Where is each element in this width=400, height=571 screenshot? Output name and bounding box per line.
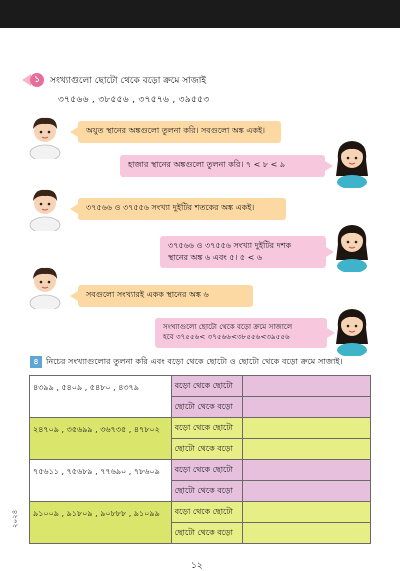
answer-cell[interactable] (243, 523, 371, 544)
bubble-tail (325, 161, 333, 171)
answer-cell[interactable] (243, 502, 371, 523)
table-cell-label: বড়ো থেকে ছোটো (171, 502, 243, 523)
bubble-tail (70, 204, 78, 214)
top-bar (0, 0, 400, 28)
speech-bubble (155, 318, 327, 348)
bubble-tail (70, 291, 78, 301)
bubble-tail (327, 328, 335, 338)
top-bar-gap (0, 28, 400, 31)
girl-avatar-icon (330, 136, 374, 188)
speech-bubble (160, 236, 326, 268)
table-cell-label: ছোটো থেকে বড়ো (171, 397, 243, 418)
speech-bubble: সবগুলো সংখ্যারই একক স্থানের অঙ্ক ৬ (78, 285, 253, 307)
table-row (30, 418, 371, 439)
comparison-table (29, 375, 371, 544)
bubble-line: ৩৭৫৬৬ ও ৩৭৫৫৬ সংখ্যা দুইটির দশক (168, 241, 292, 250)
bubble-line: স্থানের অঙ্ক ৬ এবং ৫। ৫ < ৬ (168, 253, 263, 262)
table-cell-numbers: ৯১০০৯ , ৯১৮০৯ , ৯০৮৮৮ , ৯১০৯৯ (30, 502, 172, 544)
girl-avatar-icon (330, 220, 374, 272)
side-year-label: ২০২৪ (11, 509, 19, 528)
section1-numbers: ৩৭৫৬৬ , ৩৮৫৫৬ , ৩৭৫৭৬ , ৩৯৫৫৩ (58, 95, 210, 105)
table-cell-numbers: ৭৫৬১১ , ৭৫৬৮৯ , ৭৭৬৯০ , ৭৮৬০৯ (30, 460, 172, 502)
bubble-tail (70, 127, 78, 137)
answer-cell[interactable] (243, 397, 371, 418)
table-cell-numbers: ২৪৭০৯ , ৩৫৬৯৯ , ৩৬৭৩৫ , ৪৭৮০২ (30, 418, 172, 460)
table-row (30, 460, 371, 481)
answer-cell[interactable] (243, 418, 371, 439)
section1-badge: ১ (30, 73, 44, 87)
boy-avatar-icon (24, 185, 66, 231)
section1-title: সংখ্যাগুলো ছোটো থেকে বড়ো ক্রমে সাজাই (50, 76, 207, 86)
speech-bubble: ৩৭৫৬৬ ও ৩৭৫৫৬ সংখ্যা দুইটির শতকের অঙ্ক একই। (78, 198, 286, 220)
table-cell-label: বড়ো থেকে ছোটো (171, 418, 243, 439)
answer-cell[interactable] (243, 376, 371, 397)
table-row (30, 376, 371, 397)
girl-avatar-icon (330, 304, 374, 356)
table-cell-numbers: ৪৩৯৯ , ৫৪০৯ , ৫৪৮০ , ৪৩৭৯ (30, 376, 172, 418)
table-row (30, 502, 371, 523)
speech-bubble: হাজার স্থানের অঙ্কগুলো তুলনা করি। ৭ < ৮ < ৯ (120, 155, 325, 177)
bubble-line: হবে ৩৭৫৫৬< ৩৭৫৬৬<৩৮৫৫৬<৩৯৫৫৬ (163, 332, 290, 341)
boy-avatar-icon (24, 113, 66, 159)
speech-bubble: অযুত স্থানের অঙ্কগুলো তুলনা করি। সবগুলো অঙ্ক একই। (78, 121, 281, 143)
section4-title: নিচের সংখ্যাগুলোর তুলনা করি এবং বড়ো থেকে ছোটো ও ছোটো থেকে বড়ো ক্রমে সাজাই। (46, 356, 343, 366)
table-cell-label: বড়ো থেকে ছোটো (171, 376, 243, 397)
section4-badge: ৪ (30, 356, 42, 368)
table-cell-label: ছোটো থেকে বড়ো (171, 439, 243, 460)
table-cell-label: ছোটো থেকে বড়ো (171, 481, 243, 502)
boy-avatar-icon (24, 263, 66, 309)
bubble-tail (326, 247, 334, 257)
answer-cell[interactable] (243, 439, 371, 460)
page-number: ১২ (191, 561, 203, 571)
bubble-line: সংখ্যাগুলো ছোটো থেকে বড়ো ক্রমে সাজালে (163, 322, 293, 331)
answer-cell[interactable] (243, 460, 371, 481)
table-cell-label: বড়ো থেকে ছোটো (171, 460, 243, 481)
table-cell-label: ছোটো থেকে বড়ো (171, 523, 243, 544)
answer-cell[interactable] (243, 481, 371, 502)
